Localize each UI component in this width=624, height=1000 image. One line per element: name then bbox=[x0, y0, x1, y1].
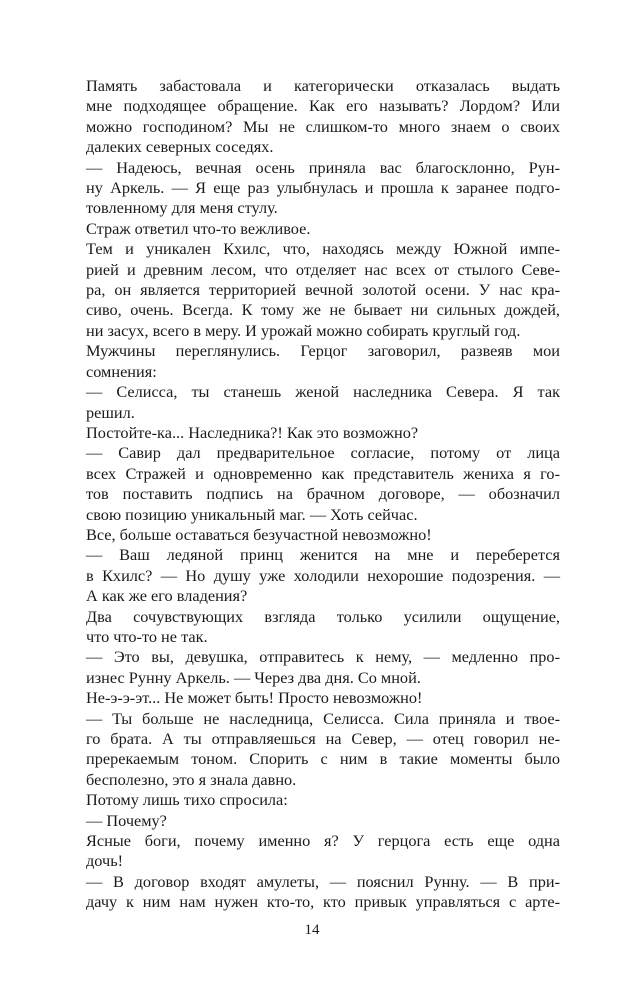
text-line: А как же его владения? bbox=[86, 586, 248, 606]
paragraph bbox=[86, 545, 560, 606]
text-line: далеких северных соседях. bbox=[86, 137, 274, 157]
text-line: — Ваш ледяной принц женится на мне и переберется bbox=[86, 545, 560, 565]
text-line: товленному для меня стулу. bbox=[86, 198, 278, 218]
text-line: Тем и уникален Кхилс, что, находясь между Южной импе- bbox=[86, 239, 560, 259]
text-line: рией и древним лесом, что отделяет нас всех от стылого Севе- bbox=[86, 259, 560, 279]
paragraph bbox=[86, 811, 560, 831]
paragraph bbox=[86, 525, 560, 545]
text-line: решил. bbox=[86, 402, 135, 422]
text-line: пререкаемым тоном. Спорить с ним в такие моменты было bbox=[86, 749, 560, 769]
text-line: Постойте-ка... Наследника?! Как это возможно? bbox=[86, 422, 419, 442]
paragraph bbox=[86, 688, 560, 708]
paragraph bbox=[86, 423, 560, 443]
text-line: в Кхилс? — Но душу уже холодили нехорошие подозрения. — bbox=[86, 565, 560, 585]
text-line: Страж ответил что-то вежливое. bbox=[86, 218, 311, 238]
paragraph bbox=[86, 709, 560, 791]
paragraph bbox=[86, 831, 560, 872]
body-text bbox=[86, 76, 560, 913]
text-line: дочь! bbox=[86, 851, 124, 871]
text-line: всех Стражей и одновременно как представитель жениха я го- bbox=[86, 463, 560, 483]
text-line: свою позицию уникальный маг. — Хоть сейчас. bbox=[86, 504, 418, 524]
text-line: Не-э-э-эт... Не может быть! Просто невозможно! bbox=[86, 688, 423, 708]
text-line: мне подходящее обращение. Как его называть? Лордом? Или bbox=[86, 96, 560, 116]
text-line: — Ты больше не наследница, Селисса. Сила приняла и твое- bbox=[86, 708, 560, 728]
text-line: сиво, очень. Всегда. К тому же не бывает ни сильных дождей, bbox=[86, 300, 560, 320]
text-line: — Селисса, ты станешь женой наследника Севера. Я так bbox=[86, 382, 560, 402]
text-line: ра, он является территорией вечной золотой осени. У нас кра- bbox=[86, 280, 560, 300]
text-line: Мужчины переглянулись. Герцог заговорил, развеяв мои bbox=[86, 341, 560, 361]
paragraph bbox=[86, 382, 560, 423]
paragraph bbox=[86, 790, 560, 810]
text-line: Два сочувствующих взгляда только усилили ощущение, bbox=[86, 606, 560, 626]
text-line: тов поставить подпись на брачном договоре, — обозначил bbox=[86, 484, 560, 504]
text-line: Ясные боги, почему именно я? У герцога есть еще одна bbox=[86, 831, 560, 851]
paragraph bbox=[86, 607, 560, 648]
paragraph bbox=[86, 872, 560, 913]
text-line: дачу к ним нам нужен кто-то, кто привык управляться с арте- bbox=[86, 892, 560, 912]
text-line: ну Аркель. — Я еще раз улыбнулась и прошла к заранее подго- bbox=[86, 178, 560, 198]
text-line: — Почему? bbox=[86, 810, 167, 830]
text-line: бесполезно, это я знала давно. bbox=[86, 769, 297, 789]
page-number: 14 bbox=[304, 922, 320, 938]
text-line: — В договор входят амулеты, — пояснил Рунну. — В при- bbox=[86, 871, 560, 891]
paragraph bbox=[86, 443, 560, 525]
text-line: Все, больше оставаться безучастной невозможно! bbox=[86, 524, 432, 544]
text-line: — Это вы, девушка, отправитесь к нему, — медленно про- bbox=[86, 647, 560, 667]
text-line: — Надеюсь, вечная осень приняла вас благосклонно, Рун- bbox=[86, 157, 560, 177]
text-line: ни засух, всего в меру. И урожай можно собирать круглый год. bbox=[86, 320, 521, 340]
text-line: можно господином? Мы не слишком-то много знаем о своих bbox=[86, 116, 560, 136]
text-line: сомнения: bbox=[86, 361, 157, 381]
text-line: го брата. А ты отправляешься на Север, — отец говорил не- bbox=[86, 729, 560, 748]
paragraph bbox=[86, 76, 560, 158]
text-line: Потому лишь тихо спросила: bbox=[86, 790, 288, 810]
text-line: что что-то не так. bbox=[86, 626, 208, 646]
text-line: изнес Рунну Аркель. — Через два дня. Со мной. bbox=[86, 667, 421, 687]
paragraph bbox=[86, 341, 560, 382]
paragraph bbox=[86, 647, 560, 688]
paragraph bbox=[86, 219, 560, 239]
text-line: — Савир дал предварительное согласие, потому от лица bbox=[86, 443, 560, 463]
text-line: Память забастовала и категорически отказалась выдать bbox=[86, 76, 560, 95]
paragraph bbox=[86, 158, 560, 219]
paragraph bbox=[86, 239, 560, 341]
